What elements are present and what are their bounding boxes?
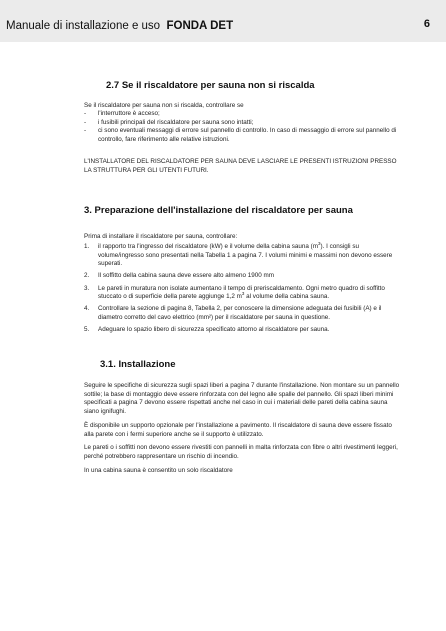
section-3-list xyxy=(84,240,402,338)
section-2-7-intro: Se il riscaldatore per sauna non si riscalda, controllare se xyxy=(84,102,244,109)
page-header xyxy=(0,0,446,42)
list-item: - ci sono eventuali messaggi di errore sul pannello di controllo. In caso di messaggio di errore sul pannello di controllo, fare riferimento alle relative istruzioni. xyxy=(84,127,397,143)
list-item: 4. Controllare la sezione di pagina 8, Tabella 2, per conoscere la dimensione adeguata dei fusibili (A) e il diametro corretto del cavo elettrico (mm²) per il riscaldatore per sauna in questione. xyxy=(84,305,382,321)
document-title xyxy=(6,20,233,32)
list-item: 2. Il soffitto della cabina sauna deve essere alto almeno 1900 mm xyxy=(84,272,274,280)
heading-3-1: 3.1. Installazione xyxy=(100,359,176,370)
section-2-7-list xyxy=(84,110,402,144)
heading-2-7: 2.7 Se il riscaldatore per sauna non si riscalda xyxy=(106,80,315,91)
heading-3: 3. Preparazione dell'installazione del riscaldatore per sauna xyxy=(84,205,353,216)
list-item: - i fusibili principali del riscaldatore per sauna sono intatti; xyxy=(84,118,254,126)
section-3-1-paragraph: Seguire le specifiche di sicurezza sugli spazi liberi a pagina 7 durante l'installazione. Non montare su un pannello sottile; la base di montaggio deve essere rinforzata con del legno alle spalle del pannello. Gli spazi liberi minimi specificati a pagina 7 devono essere rispettati anche nel caso in cui i materiali delle pareti della cabina sauna siano ignifughi. xyxy=(84,382,400,415)
section-2-7-notice: L'INSTALLATORE DEL RISCALDATORE PER SAUNA DEVE LASCIARE LE PRESENTI ISTRUZIONI PRESSO LA STRUTTURA PER GLI UTENTI FUTURI. xyxy=(84,158,397,174)
page-number: 6 xyxy=(423,18,430,30)
section-3-1-paragraph: È disponibile un supporto opzionale per l'installazione a pavimento. Il riscaldatore di sauna deve essere fissato alla parete con i fermi superiore anche se il supporto è utilizzato. xyxy=(84,422,392,438)
product-name: FONDA DET xyxy=(166,20,234,32)
section-3-1-paragraph: Le pareti o i soffitti non devono essere rivestiti con pannelli in malta rinforzata con fibre o altri rivestimenti leggeri, perché potrebbero rappresentare un rischio di incendio. xyxy=(84,444,398,460)
list-item: 3. Le pareti in muratura non isolate aumentano il tempo di preriscaldamento. Ogni metro quadro di soffitto stuccato o di superficie della parete aggiunge 1,2 $m^3$ al volume della cabina sauna. xyxy=(84,284,385,301)
list-item: 5. Adeguare lo spazio libero di sicurezza specificato attorno al riscaldatore per sauna. xyxy=(84,326,330,334)
document-title-prefix: Manuale di installazione e uso xyxy=(6,20,161,32)
list-item: - l'interruttore è acceso; xyxy=(84,110,160,117)
list-item: 1. il rapporto tra l'ingresso del riscaldatore (kW) e il volume della cabina sauna $(m^3)$. I consigli su volume/ingresso sono presentati nella Tabella 1 a pagina 7. I volumi minimi e massimi non devono essere superati. xyxy=(84,240,393,268)
section-3-1-paragraph: In una cabina sauna è consentito un solo riscaldatore xyxy=(84,467,233,474)
section-3-intro: Prima di installare il riscaldatore per sauna, controllare: xyxy=(84,233,238,240)
